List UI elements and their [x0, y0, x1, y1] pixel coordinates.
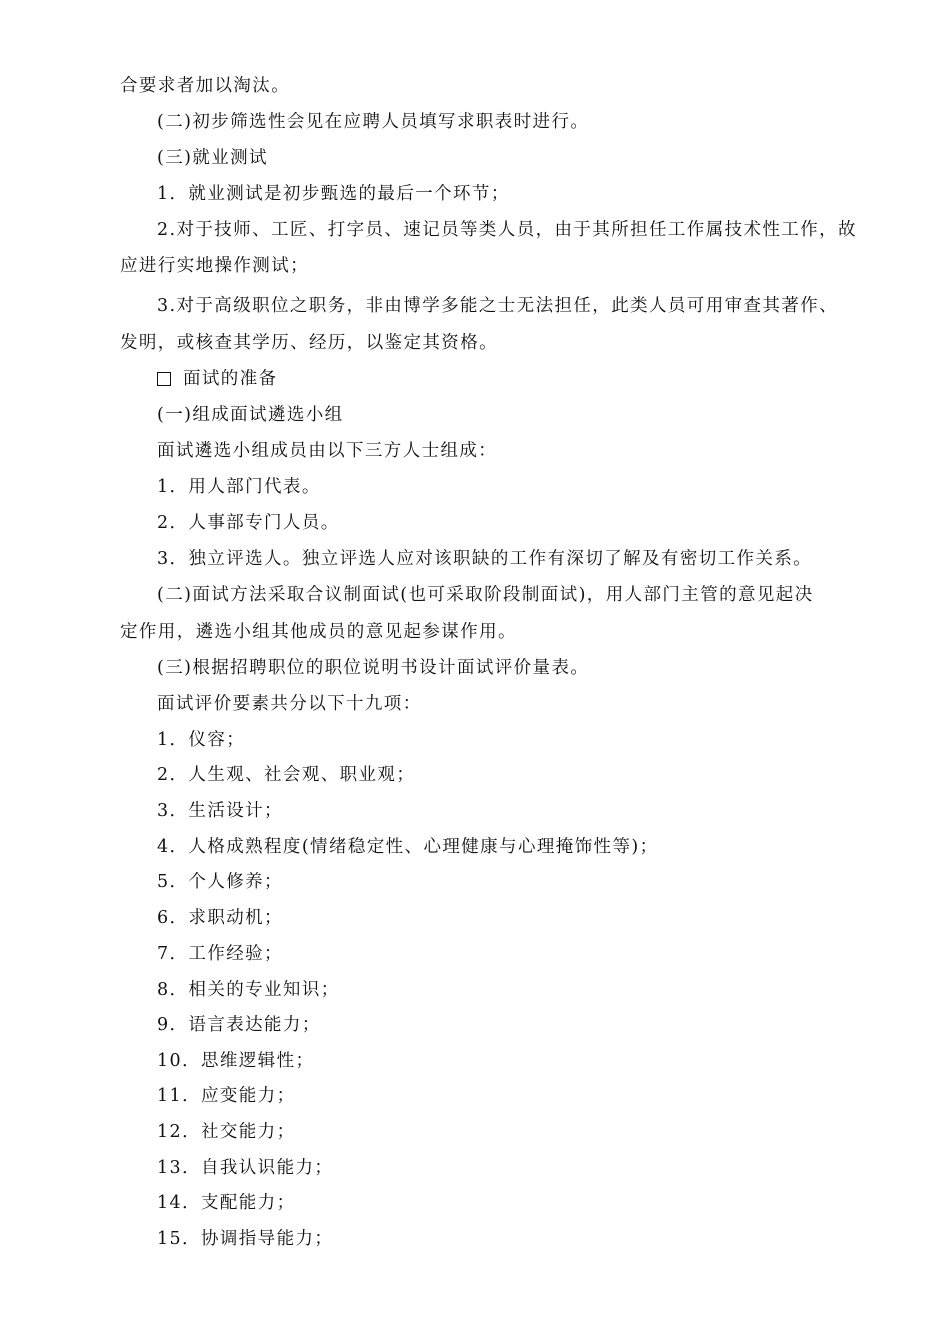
list-item: 11．应变能力； [157, 1086, 296, 1106]
list-item: 3.对于高级职位之职务，非由博学多能之士无法担任，此类人员可用审查其著作、 [157, 296, 838, 316]
list-item: 12．社交能力； [157, 1122, 296, 1142]
text-line: 应进行实地操作测试； [120, 256, 309, 276]
section-heading: (一)组成面试遴选小组 [157, 405, 344, 425]
list-item: 3．生活设计； [157, 801, 283, 821]
list-item: 3．独立评选人。独立评选人应对该职缺的工作有深切了解及有密切工作关系。 [157, 549, 813, 569]
section-heading: 面试的准备 [183, 369, 278, 389]
section-heading-row [157, 368, 278, 390]
list-item: 7．工作经验； [157, 944, 283, 964]
text-line: 定作用，遴选小组其他成员的意见起参谋作用。 [120, 622, 517, 642]
list-item: 2．人生观、社会观、职业观； [157, 765, 416, 785]
list-item: 13．自我认识能力； [157, 1158, 334, 1178]
list-item: 14．支配能力； [157, 1193, 296, 1213]
list-item: 1．仪容； [157, 730, 246, 750]
list-item: 10．思维逻辑性； [157, 1051, 315, 1071]
list-item: 2．人事部专门人员。 [157, 513, 340, 533]
list-item: 4．人格成熟程度(情绪稳定性、心理健康与心理掩饰性等)； [157, 837, 659, 857]
text-line: 面试遴选小组成员由以下三方人士组成： [157, 441, 498, 461]
checkbox-square-icon [157, 372, 171, 386]
list-item: 8．相关的专业知识； [157, 980, 340, 1000]
section-heading: (二)面试方法采取合议制面试(也可采取阶段制面试)，用人部门主管的意见起决 [157, 585, 814, 605]
list-item: 15．协调指导能力； [157, 1229, 334, 1249]
section-heading: (二)初步筛选性会见在应聘人员填写求职表时进行。 [157, 112, 590, 132]
text-line: 发明，或核查其学历、经历，以鉴定其资格。 [120, 333, 498, 353]
list-item: 1．用人部门代表。 [157, 477, 321, 497]
list-item: 1．就业测试是初步甄选的最后一个环节； [157, 184, 510, 204]
section-heading: (三)根据招聘职位的职位说明书设计面试评价量表。 [157, 658, 590, 678]
text-line: 合要求者加以淘汰。 [120, 76, 291, 96]
section-heading: (三)就业测试 [157, 148, 268, 168]
list-item: 2.对于技师、工匠、打字员、速记员等类人员，由于其所担任工作属技术性工作，故 [157, 220, 857, 240]
list-item: 5．个人修养； [157, 872, 283, 892]
text-line: 面试评价要素共分以下十九项： [157, 694, 422, 714]
list-item: 6．求职动机； [157, 908, 283, 928]
list-item: 9．语言表达能力； [157, 1015, 321, 1035]
